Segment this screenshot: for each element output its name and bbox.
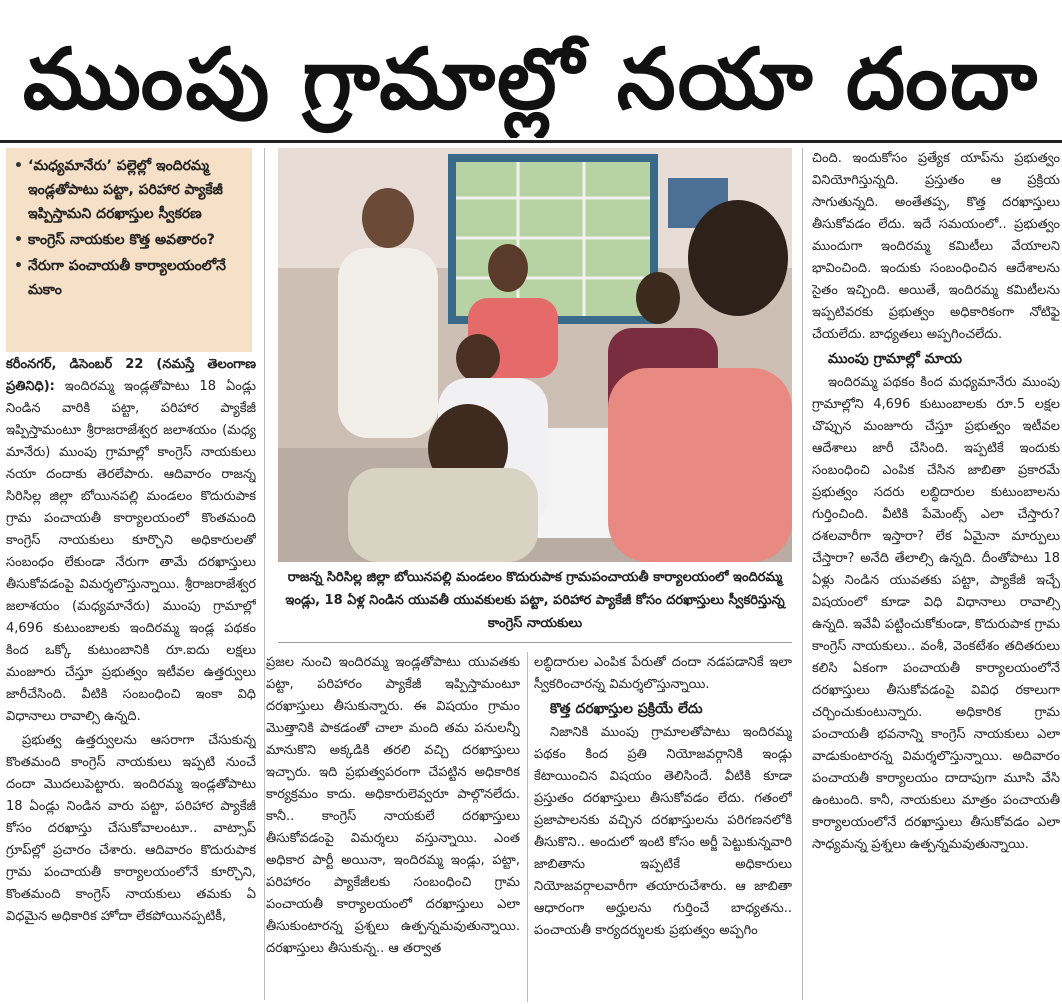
paragraph: ప్రజల నుంచి ఇందిరమ్మ ఇండ్లతోపాటు యువతకు పట్టా, పరిహారం ప్యాకేజీ ఇప్పిస్తామంటూ దరఖాస్తులు తీసుకున్నారు. ఈ విషయం గ్రామం మొత్తానికి పాకడంతో చాలా మంది తమ పనులన్నీ మానుకొని అక్కడికి తరలి వచ్చి దరఖాస్తులు ఇచ్చారు. ఇది ప్రభుత్వపరంగా చేపట్టిన అధికారిక కార్యక్రమం కాదు. అధికారులెవ్వరూ పాల్గొనలేదు. కానీ.. కాంగ్రెస్ నాయకులే దరఖాస్తులు తీసుకోవడంపై విమర్శలు వస్తున్నాయి. ఎంత అధికార పార్టీ అయినా, ఇందిరమ్మ ఇండ్లు, పట్టా, పరిహారం ప్యాకేజీలకు సంబంధించి గ్రామ పంచాయతీ కార్యాలయంలో దరఖాస్తులు ఎలా తీసుకుంటారన్న ప్రశ్నలు ఉత్పన్నమవుతున్నాయి. దరఖాస్తులు తీసుకున్న.. ఆ తర్వాత	[266, 655, 520, 956]
headline-rule	[0, 140, 1062, 143]
highlight-item	[14, 154, 244, 226]
paragraph: ప్రభుత్వ ఉత్తర్వులను ఆసరాగా చేసుకున్న కొంతమంది కాంగ్రెస్ నాయకులు ఇప్పటి నుంచే దందా మొదలుపెట్టారు. ఇందిరమ్మ ఇండ్లతోపాటు 18 ఏండ్లు నిండిన వారు పట్టా, పరిహార ప్యాకేజీ కోసం దరఖాస్తు చేసుకోవాలంటూ.. వాట్సాప్ గ్రూప్‌ల్లో ప్రచారం చేశారు. ఆదివారం కొదురుపాక గ్రామ పంచాయతీ కార్యాలయంలోనే కూర్చొని, కొంతమంది కాంగ్రెస్ నాయకులు తమకు ఏ విధమైన అధికారిక హోదా లేకపోయినప్పటికీ,	[6, 733, 256, 924]
bullet-icon: •	[14, 158, 23, 174]
article-column-1	[6, 354, 256, 1000]
article-column-4	[812, 148, 1060, 1002]
bullet-icon: •	[14, 258, 23, 274]
bullet-icon: •	[14, 232, 23, 248]
paragraph: లబ్ధిదారుల ఎంపిక పేరుతో దందా నడపడానికే ఇలా స్వీకరించారన్న విమర్శలొస్తున్నాయి.	[534, 655, 792, 692]
highlight-text: ‘మధ్యమానేరు’ పల్లెల్లో ఇందిరమ్మ ఇండ్లతోపాటు పట్టా, పరిహార ప్యాకేజీ ఇప్పిస్తామని దరఖాస్తుల స్వీకరణ	[28, 158, 223, 222]
article-column-2	[266, 652, 520, 1002]
highlight-text: కాంగ్రెస్ నాయకుల కొత్త అవతారం?	[28, 232, 215, 248]
paragraph-text: ఇందిరమ్మ ఇండ్లతోపాటు 18 ఏండ్లు నిండిన వారికి పట్టా, పరిహార ప్యాకేజీ ఇప్పిస్తామంటూ శ్రీరాజరాజేశ్వర జలాశయం (మధ్య మానేరు) ముంపు గ్రామాల్లో కాంగ్రెస్ నాయకులు నయా దందాకు తెరలేపారు. ఆదివారం రాజన్న సిరిసిల్ల జిల్లా బోయినపల్లి మండలం కొదురుపాక గ్రామ పంచాయతీ కార్యాలయంలో కొంతమంది కాంగ్రెస్ నాయకులు కూర్చొని అధికారులతో సంబంధం లేకుండా నేరుగా తామే దరఖాస్తులు తీసుకోవడంపై విమర్శలొస్తున్నాయి. శ్రీరాజరాజేశ్వర జలాశయం (మధ్యమానేరు) ముంపు గ్రామాల్లో 4,696 కుటుంబాలకు ఇందిరమ్మ ఇండ్ల పథకం కింద ఒక్కో కుటుంబానికి రూ.ఐదు లక్షలు మంజూరు చేస్తూ ప్రభుత్వం ఇటీవల ఉత్తర్వులు జారీచేసింది. వీటికి సంబంధించి ఇంకా విధి విధానాలు రావాల్సి ఉన్నది.	[6, 379, 256, 724]
paragraph	[6, 354, 256, 728]
dateline: కరీంనగర్, డిసెంబర్ 22 (నమస్తే తెలంగాణ ప్రతినిధి):	[6, 357, 256, 394]
paragraph: నిజానికి ముంపు గ్రామాలతోపాటు ఇందిరమ్మ పథకం కింద ప్రతి నియోజవర్గానికి ఇండ్లు కేటాయించిన విషయం తెలిసిందే. వీటికి కూడా ప్రస్తుతం దరఖాస్తులు తీసుకోవడం లేదు. గతంలో ప్రజాపాలనకు వచ్చిన దరఖాస్తులను పరిగణనలోకి తీసుకొని.. అందులో ఇంటి కోసం అర్జీ పెట్టుకున్నవారి జాబితాను ఇప్పటికే అధికారులు నియోజవర్గాలవారీగా తయారుచేశారు. ఆ జాబితా ఆధారంగా అర్హులను గుర్తించే బాధ్యతను.. పంచాయతీ కార్యదర్శులకు ప్రభుత్వం అప్పగిం	[534, 725, 792, 938]
subheading: కొత్త దరఖాస్తుల ప్రక్రియే లేదు	[550, 701, 703, 717]
highlight-text: నేరుగా పంచాయతీ కార్యాలయంలోనే మకాం	[28, 258, 226, 298]
column-divider	[527, 652, 528, 1002]
highlight-item	[14, 228, 244, 252]
photo-illustration	[278, 148, 792, 562]
caption-divider	[278, 642, 792, 643]
article-column-3	[534, 652, 792, 1002]
column-divider	[802, 148, 803, 1000]
headline: ముంపు గ్రామాల్లో నయా దందా	[22, 30, 1040, 128]
news-photo	[278, 148, 792, 562]
highlight-item	[14, 254, 244, 302]
photo-caption: రాజన్న సిరిసిల్ల జిల్లా బోయినపల్లి మండలం కొదురుపాక గ్రామపంచాయతీ కార్యాలయంలో ఇందిరమ్మ ఇండ్లు, 18 ఏళ్ల నిండిన యువతీ యువకులకు పట్టా, పరిహార ప్యాకేజీ కోసం దరఖాస్తులు స్వీకరిస్తున్న కాంగ్రెస్ నాయకులు	[285, 570, 785, 631]
paragraph: చింది. ఇందుకోసం ప్రత్యేక యాప్‌ను ప్రభుత్వం వినియోగిస్తున్నది. ప్రస్తుతం ఆ ప్రక్రియ సాగుతున్నది. అంతేతప్ప, కొత్త దరఖాస్తులు తీసుకోవడం లేదు. ఇదే సమయంలో.. ప్రభుత్వం ముందుగా ఇందిరమ్మ కమిటీలు వేయాలని భావించింది. ఇందుకు సంబంధించిన ఆదేశాలను సైతం ఇచ్చింది. అయితే, ఇందిరమ్మ కమిటీలను ఇప్పటివరకు ప్రభుత్వం అధికారికంగా నోటిఫై చేయలేదు. బాధ్యతలు అప్పగించలేదు.	[812, 151, 1060, 342]
highlights-box	[6, 148, 252, 352]
subheading: ముంపు గ్రామాల్లో మాయ	[828, 351, 962, 367]
paragraph: ఇందిరమ్మ పథకం కింద మధ్యమానేరు ముంపు గ్రామాల్లోని 4,696 కుటుంబాలకు రూ.5 లక్షల చొప్పున మంజూరు చేస్తూ ప్రభుత్వం ఇటీవల ఆదేశాలు జారీ చేసింది. ఇప్పటికే ఇందుకు సంబంధించి ఎంపిక చేసిన జాబితా ప్రకారమే ప్రభుత్వం సదరు లబ్ధిదారుల కుటుంబాలను గుర్తించింది. వీటికి పేమెంట్స్ ఎలా చేస్తారు? దశలవారీగా ఇస్తారా? లేక ఏమైనా మార్పులు చేస్తారా? అనేది తేలాల్సి ఉన్నది. దీంతోపాటు 18 ఏళ్లు నిండిన యువతకు పట్టా, ప్యాకేజీ ఇచ్చే విషయంలో కూడా విధి విధానాలు రావాల్సి ఉన్నది. ఇవేవీ పట్టించుకోకుండా, కొదురుపాక గ్రామ కాంగ్రెస్ నాయకులు.. వంశీ, వెంకటేశం తదితరులు కలిసి ఏకంగా పంచాయతీ కార్యాలయంలోనే దరఖాస్తులు తీసుకోవడంపై వివిధ రకాలుగా చర్చించుకుంటున్నారు. అధికారిక గ్రామ పంచాయతీ భవనాన్ని కాంగ్రెస్ నాయకులు ఎలా వాడుకుంటారన్న విమర్శలొస్తున్నాయి. అదివారం పంచాయతీ కార్యాలయం దాదాపుగా మూసి వేసి ఉంటుంది. కానీ, నాయకులు మాత్రం పంచాయతీ కార్యాలయంలోనే దరఖాస్తులు తీసుకోవడం ఎలా సాధ్యమన్న ప్రశ్నలు ఉత్పన్నమవుతున్నాయి.	[812, 375, 1060, 852]
column-divider	[264, 148, 265, 1000]
